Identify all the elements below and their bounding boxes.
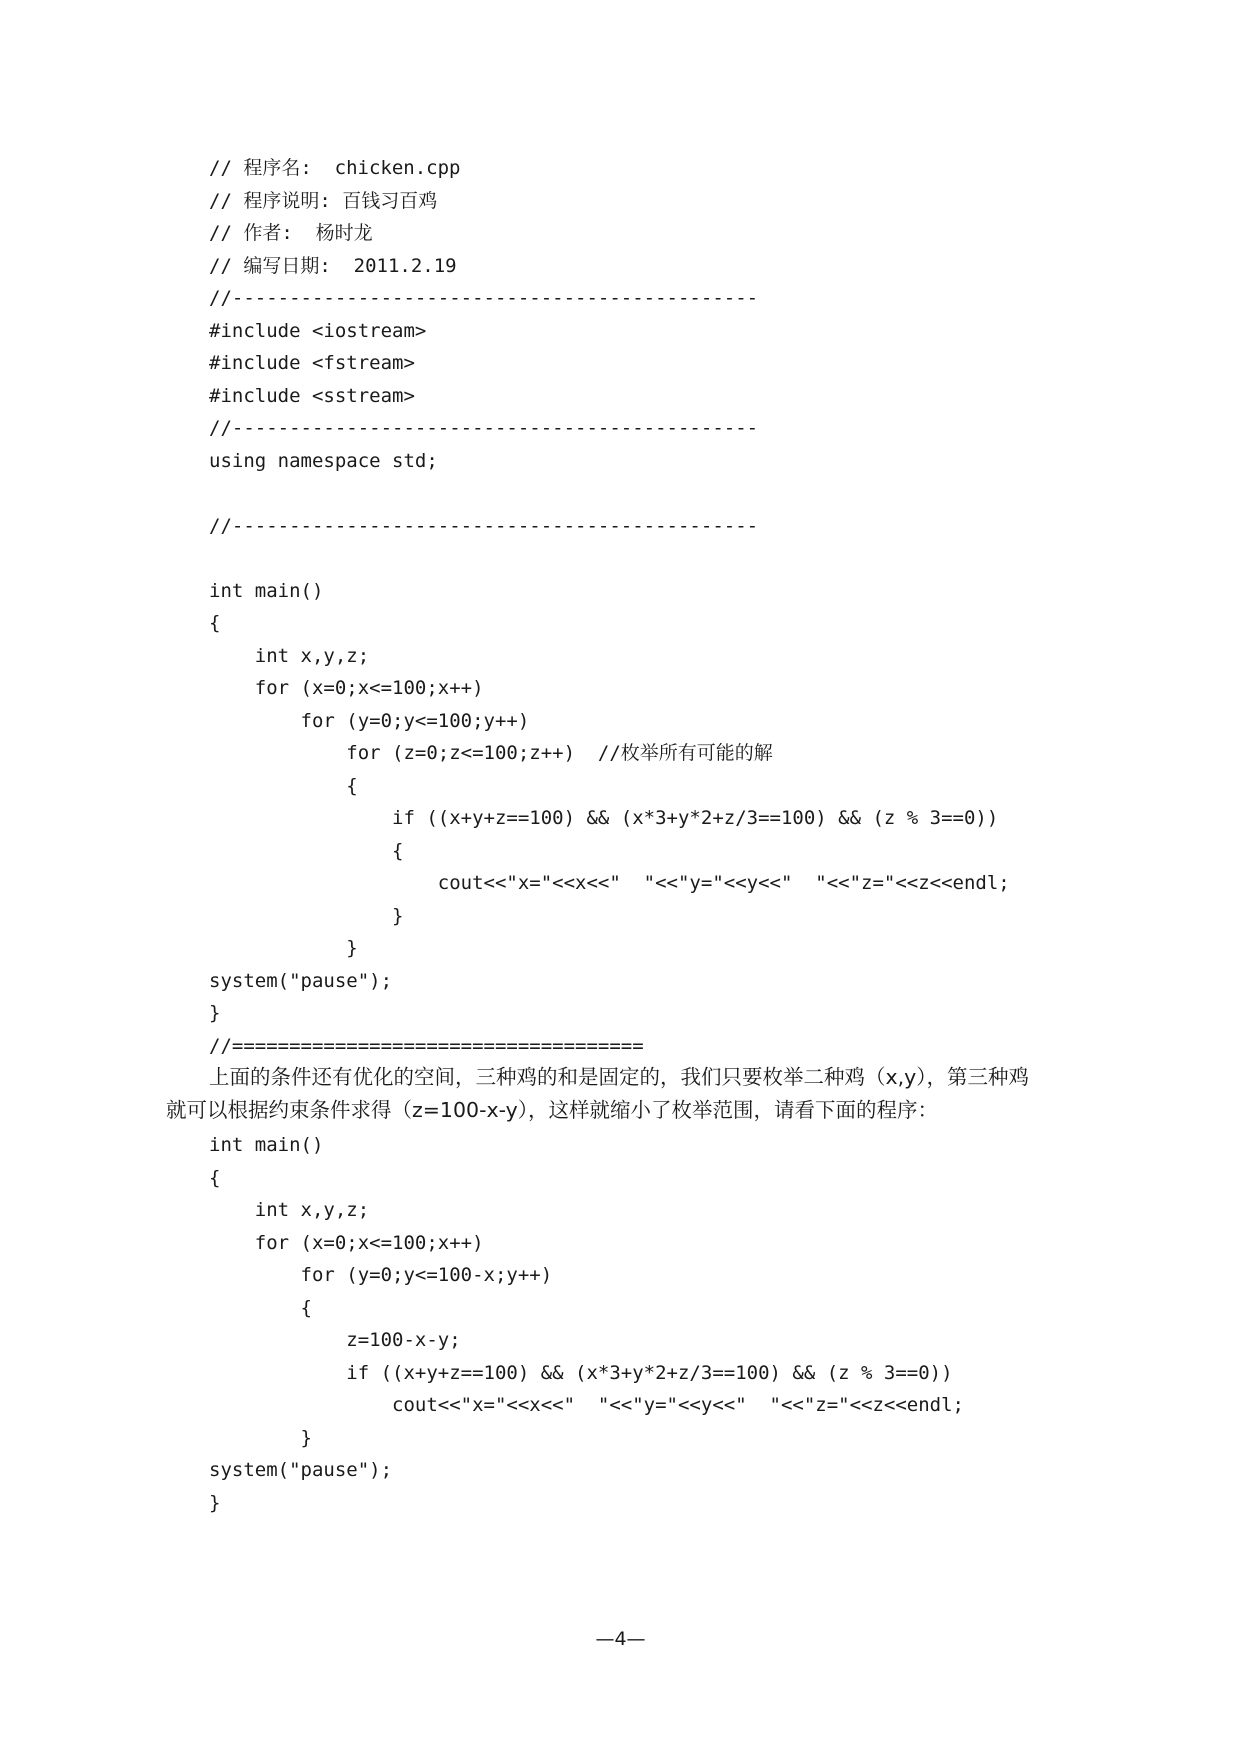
code-line: system("pause"); (209, 969, 393, 992)
code-line: } (209, 1002, 221, 1024)
code-block-chicken-program (209, 152, 1010, 1062)
code-line: int x,y,z; (209, 1199, 370, 1221)
code-line: #include <iostream> (209, 319, 427, 342)
code-line: { (209, 1166, 221, 1189)
code-line: { (209, 839, 404, 862)
code-line: //==================================== (209, 1034, 644, 1057)
code-line: if ((x+y+z==100) && (x*3+y*2+z/3==100) && (z % 3==0)) (209, 807, 999, 829)
code-line: #include <fstream> (209, 352, 415, 374)
code-line: for (y=0;y<=100-x;y++) (209, 1264, 553, 1286)
code-line: #include <sstream> (209, 384, 415, 407)
code-line: cout<<"x="<<x<<" "<<"y="<<y<<" "<<"z="<<z<<endl; (209, 872, 1010, 894)
code-line: //---------------------------------------------- (209, 287, 759, 309)
code-line: // 程序名: chicken.cpp (209, 157, 461, 179)
code-line: { (209, 1296, 312, 1319)
code-line: int main() (209, 1134, 324, 1156)
code-line: //---------------------------------------------- (209, 514, 759, 537)
code-line: // 编写日期: 2011.2.19 (209, 254, 457, 277)
code-line: { (209, 774, 358, 797)
code-line: for (z=0;z<=100;z++) //枚举所有可能的解 (209, 742, 773, 764)
code-line: cout<<"x="<<x<<" "<<"y="<<y<<" "<<"z="<<z<<endl; (209, 1394, 964, 1416)
code-line (209, 542, 1010, 575)
code-line: int x,y,z; (209, 644, 370, 667)
explanation-paragraph (166, 1061, 1086, 1126)
code-line: // 程序说明: 百钱习百鸡 (209, 189, 438, 212)
page-number: —4— (595, 1628, 646, 1650)
paragraph-line: 就可以根据约束条件求得（z=100-x-y），这样就缩小了枚举范围，请看下面的程序： (166, 1097, 939, 1122)
code-line: } (209, 1491, 221, 1514)
code-line: } (209, 904, 404, 927)
code-line: int main() (209, 579, 324, 602)
code-line: } (209, 1426, 312, 1449)
code-line: for (x=0;x<=100;x++) (209, 677, 484, 699)
code-line: //---------------------------------------------- (209, 417, 759, 439)
code-line: } (209, 937, 358, 959)
code-line: z=100-x-y; (209, 1329, 461, 1351)
code-line: // 作者: 杨时龙 (209, 222, 373, 244)
code-line: system("pause"); (209, 1459, 393, 1481)
code-line: for (y=0;y<=100;y++) (209, 709, 530, 732)
code-line: { (209, 612, 221, 634)
code-line (209, 477, 1010, 510)
paragraph-line: 上面的条件还有优化的空间，三种鸡的和是固定的，我们只要枚举二种鸡（x,y），第三种鸡 (209, 1065, 1030, 1089)
code-line: if ((x+y+z==100) && (x*3+y*2+z/3==100) && (z % 3==0)) (209, 1361, 953, 1384)
code-line: using namespace std; (209, 449, 438, 472)
code-line: for (x=0;x<=100;x++) (209, 1231, 484, 1254)
code-block-optimized-program (209, 1129, 964, 1519)
